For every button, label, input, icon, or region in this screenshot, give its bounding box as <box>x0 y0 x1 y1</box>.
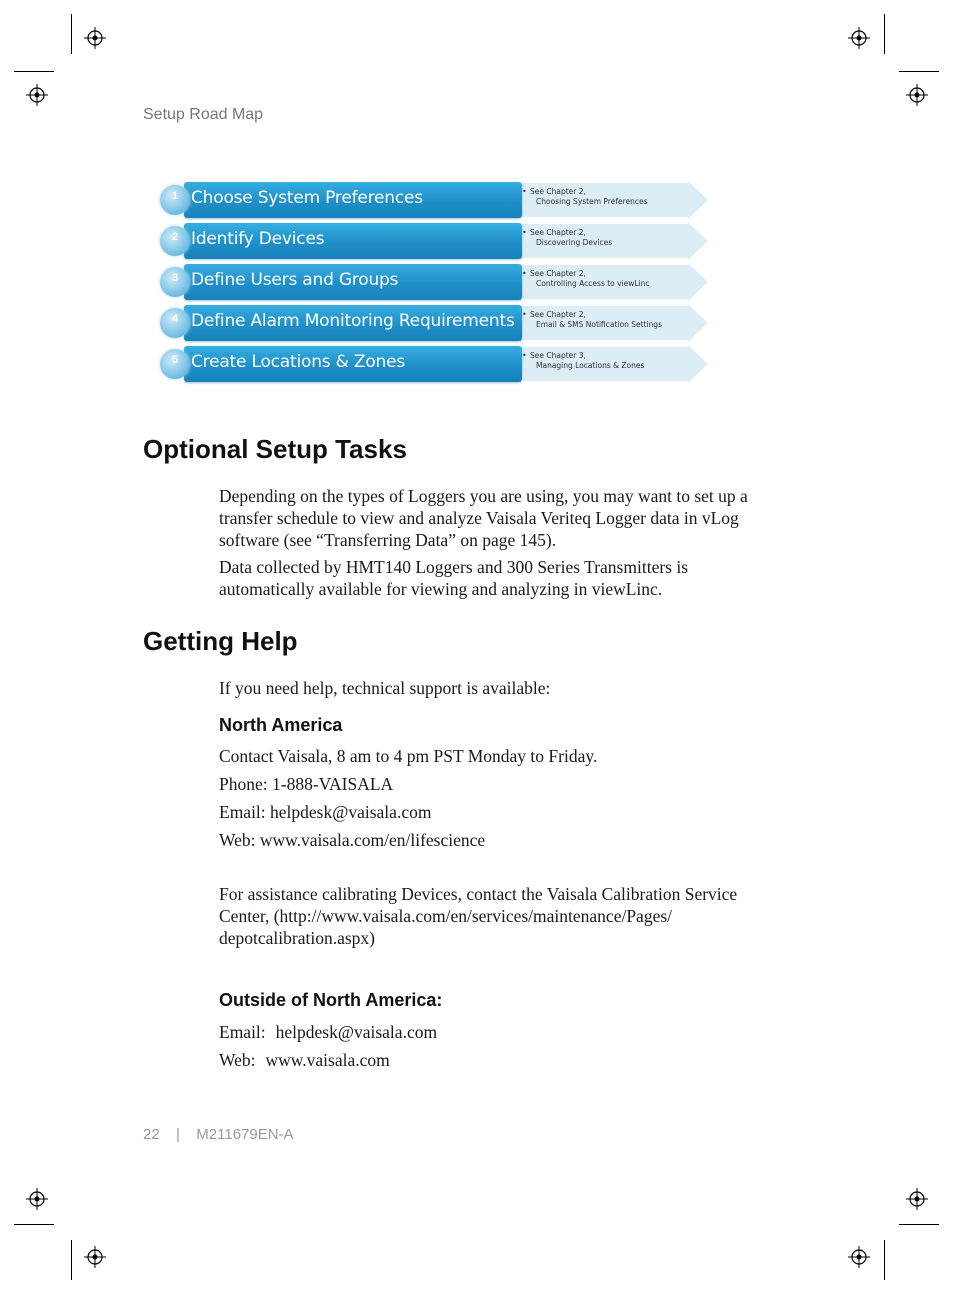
step-label: Identify Devices <box>191 229 325 249</box>
bullet-icon: • <box>522 269 527 278</box>
page-footer <box>143 1126 294 1143</box>
step-label: Create Locations & Zones <box>191 352 406 372</box>
paragraph: Data collected by HMT140 Loggers and 300 Series Transmitters is automatically available for viewing and analyzing in viewLinc. <box>219 557 689 599</box>
outside-web-row <box>219 1049 390 1071</box>
web-label: Web: <box>219 1050 256 1070</box>
document-id: M211679EN-A <box>196 1126 294 1143</box>
bullet-icon: • <box>522 310 527 319</box>
note-line: See Chapter 2, <box>530 187 586 196</box>
crop-mark <box>71 14 72 54</box>
outside-email-row <box>219 1021 437 1043</box>
step-label: Choose System Preferences <box>191 188 423 208</box>
contact-hours: Contact Vaisala, 8 am to 4 pm PST Monday to Friday. <box>219 746 598 766</box>
crop-mark <box>899 1224 939 1225</box>
calibration-paragraph: For assistance calibrating Devices, contact the Vaisala Calibration Service Center, (http://www.vaisala.com/en/services/maintenance/Pages/ depotcalibration.aspx) <box>219 884 738 948</box>
crop-mark <box>14 71 54 72</box>
subheading-outside-north-america: Outside of North America: <box>219 990 443 1010</box>
step-number-badge: 4 <box>160 308 190 338</box>
step-note <box>522 351 692 370</box>
page-number: 22 <box>143 1126 160 1143</box>
registration-mark-icon <box>84 1246 106 1268</box>
note-line: Email & SMS Notification Settings <box>536 319 662 329</box>
bullet-icon: • <box>522 351 527 360</box>
crop-mark <box>884 14 885 54</box>
subheading-north-america: North America <box>219 715 343 735</box>
bullet-icon: • <box>522 228 527 237</box>
step-number-badge: 2 <box>160 226 190 256</box>
web-address: Web: www.vaisala.com/en/lifescience <box>219 830 486 850</box>
step-label: Define Alarm Monitoring Requirements <box>191 311 515 331</box>
note-line: Managing Locations & Zones <box>536 360 645 370</box>
registration-mark-icon <box>26 84 48 106</box>
footer-separator: | <box>176 1126 180 1143</box>
running-header: Setup Road Map <box>143 106 264 123</box>
registration-mark-icon <box>26 1188 48 1210</box>
step-note <box>522 228 692 247</box>
email-address: helpdesk@vaisala.com <box>275 1022 438 1042</box>
registration-mark-icon <box>848 1246 870 1268</box>
step-note <box>522 269 692 288</box>
email-label: Email: <box>219 1022 266 1042</box>
crop-mark <box>884 1240 885 1280</box>
roadmap-step <box>160 222 708 260</box>
note-line: Discovering Devices <box>536 237 613 247</box>
crop-mark <box>71 1240 72 1280</box>
step-label: Define Users and Groups <box>191 270 399 290</box>
step-number-badge: 3 <box>160 267 190 297</box>
registration-mark-icon <box>84 27 106 49</box>
step-note <box>522 310 692 329</box>
section-title-getting-help: Getting Help <box>143 626 298 656</box>
setup-road-map-figure <box>160 181 708 387</box>
registration-mark-icon <box>848 27 870 49</box>
paragraph: Depending on the types of Loggers you are using, you may want to set up a transfer schedule to view and analyze Vaisala Veriteq Logger data in vLog software (see “Transferring Data” on page 145). <box>219 486 748 550</box>
roadmap-step <box>160 263 708 301</box>
roadmap-step <box>160 304 708 342</box>
roadmap-step <box>160 345 708 383</box>
note-line: Choosing System Preferences <box>536 196 648 206</box>
step-number-badge: 5 <box>160 349 190 379</box>
step-note <box>522 187 692 206</box>
registration-mark-icon <box>906 84 928 106</box>
note-line: See Chapter 3, <box>530 351 586 360</box>
note-line: See Chapter 2, <box>530 310 586 319</box>
roadmap-step <box>160 181 708 219</box>
note-line: See Chapter 2, <box>530 269 586 278</box>
section-title-optional-setup: Optional Setup Tasks <box>143 434 407 464</box>
registration-mark-icon <box>906 1188 928 1210</box>
email-address: Email: helpdesk@vaisala.com <box>219 802 432 822</box>
phone-number: Phone: 1-888-VAISALA <box>219 774 394 794</box>
note-line: Controlling Access to viewLinc <box>536 278 650 288</box>
bullet-icon: • <box>522 187 527 196</box>
crop-mark <box>899 71 939 72</box>
crop-mark <box>14 1224 54 1225</box>
help-intro: If you need help, technical support is available: <box>219 678 551 698</box>
web-address: www.vaisala.com <box>265 1050 390 1070</box>
step-number-badge: 1 <box>160 185 190 215</box>
note-line: See Chapter 2, <box>530 228 586 237</box>
